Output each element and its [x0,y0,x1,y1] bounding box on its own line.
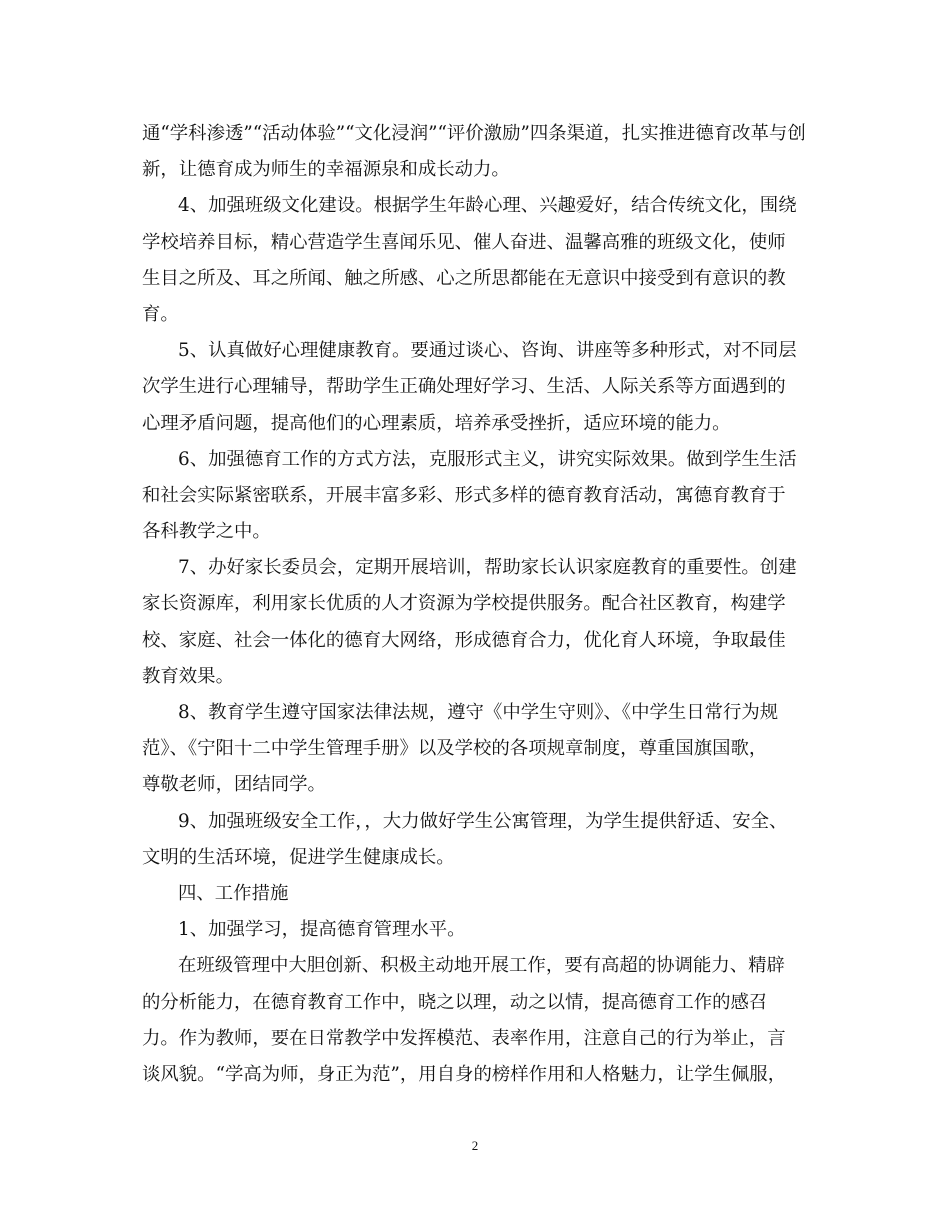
text-line: 学校培养目标，精心营造学生喜闻乐见、催人奋进、温馨高雅的班级文化，使师 [142,231,786,253]
text-line: 各科教学之中。 [142,521,271,543]
text-line: 生目之所及、耳之所闻、触之所感、心之所思都能在无意识中接受到有意识的教 [142,267,786,289]
text-line: 四、工作措施 [178,882,289,904]
text-line: 范》、《宁阳十二中学生管理手册》以及学校的各项规章制度，尊重国旗国歌， [142,738,768,760]
text-line: 谈风貌。“学高为师，身正为范”，用自身的榜样作用和人格魅力，让学生佩服， [142,1063,787,1085]
text-line: 教育效果。 [142,665,234,687]
text-line: 校、家庭、社会一体化的德育大网络，形成德育合力，优化育人环境，争取最佳 [142,629,786,651]
text-line: 新，让德育成为师生的幸福源泉和成长动力。 [142,159,510,181]
text-line: 5、认真做好心理健康教育。要通过谈心、咨询、讲座等多种形式，对不同层 [178,340,797,362]
text-line: 8、教育学生遵守国家法律法规，遵守《中学生守则》、《中学生日常行为规 [178,702,779,723]
text-line: 家长资源库，利用家长优质的人才资源为学校提供服务。配合社区教育，构建学 [142,593,786,615]
text-line: 和社会实际紧密联系，开展丰富多彩、形式多样的德育教育活动，寓德育教育于 [142,484,786,506]
text-line: 通“学科渗透”“活动体验”“文化浸润”“评价激励”四条渠道，扎实推进德育改革与创 [142,123,806,144]
text-line: 7、办好家长委员会，定期开展培训，帮助家长认识家庭教育的重要性。创建 [178,557,797,579]
text-line: 心理矛盾问题，提高他们的心理素质，培养承受挫折，适应环境的能力。 [142,412,731,434]
page-number: 2 [471,1138,479,1153]
text-line: 4、加强班级文化建设。根据学生年龄心理、兴趣爱好，结合传统文化，围绕 [178,195,797,217]
text-line: 育。 [142,303,179,325]
text-line: 次学生进行心理辅导，帮助学生正确处理好学习、生活、人际关系等方面遇到的 [142,376,786,398]
text-line: 尊敬老师，团结同学。 [142,774,326,796]
text-line: 文明的生活环境，促进学生健康成长。 [142,846,455,868]
text-line: 的分析能力，在德育教育工作中，晓之以理，动之以情，提高德育工作的感召 [142,991,768,1013]
body-text [142,116,808,1093]
text-line: 1、加强学习，提高德育管理水平。 [178,919,466,941]
text-line: 6、加强德育工作的方式方法，克服形式主义，讲究实际效果。做到学生生活 [178,448,797,470]
text-line: 在班级管理中大胆创新、积极主动地开展工作，要有高超的协调能力、精辟 [178,955,785,977]
text-line: 力。作为教师，要在日常教学中发挥模范、表率作用，注意自己的行为举止，言 [142,1027,786,1049]
text-line: 9、加强班级安全工作，，大力做好学生公寓管理，为学生提供舒适、安全、 [178,810,788,832]
